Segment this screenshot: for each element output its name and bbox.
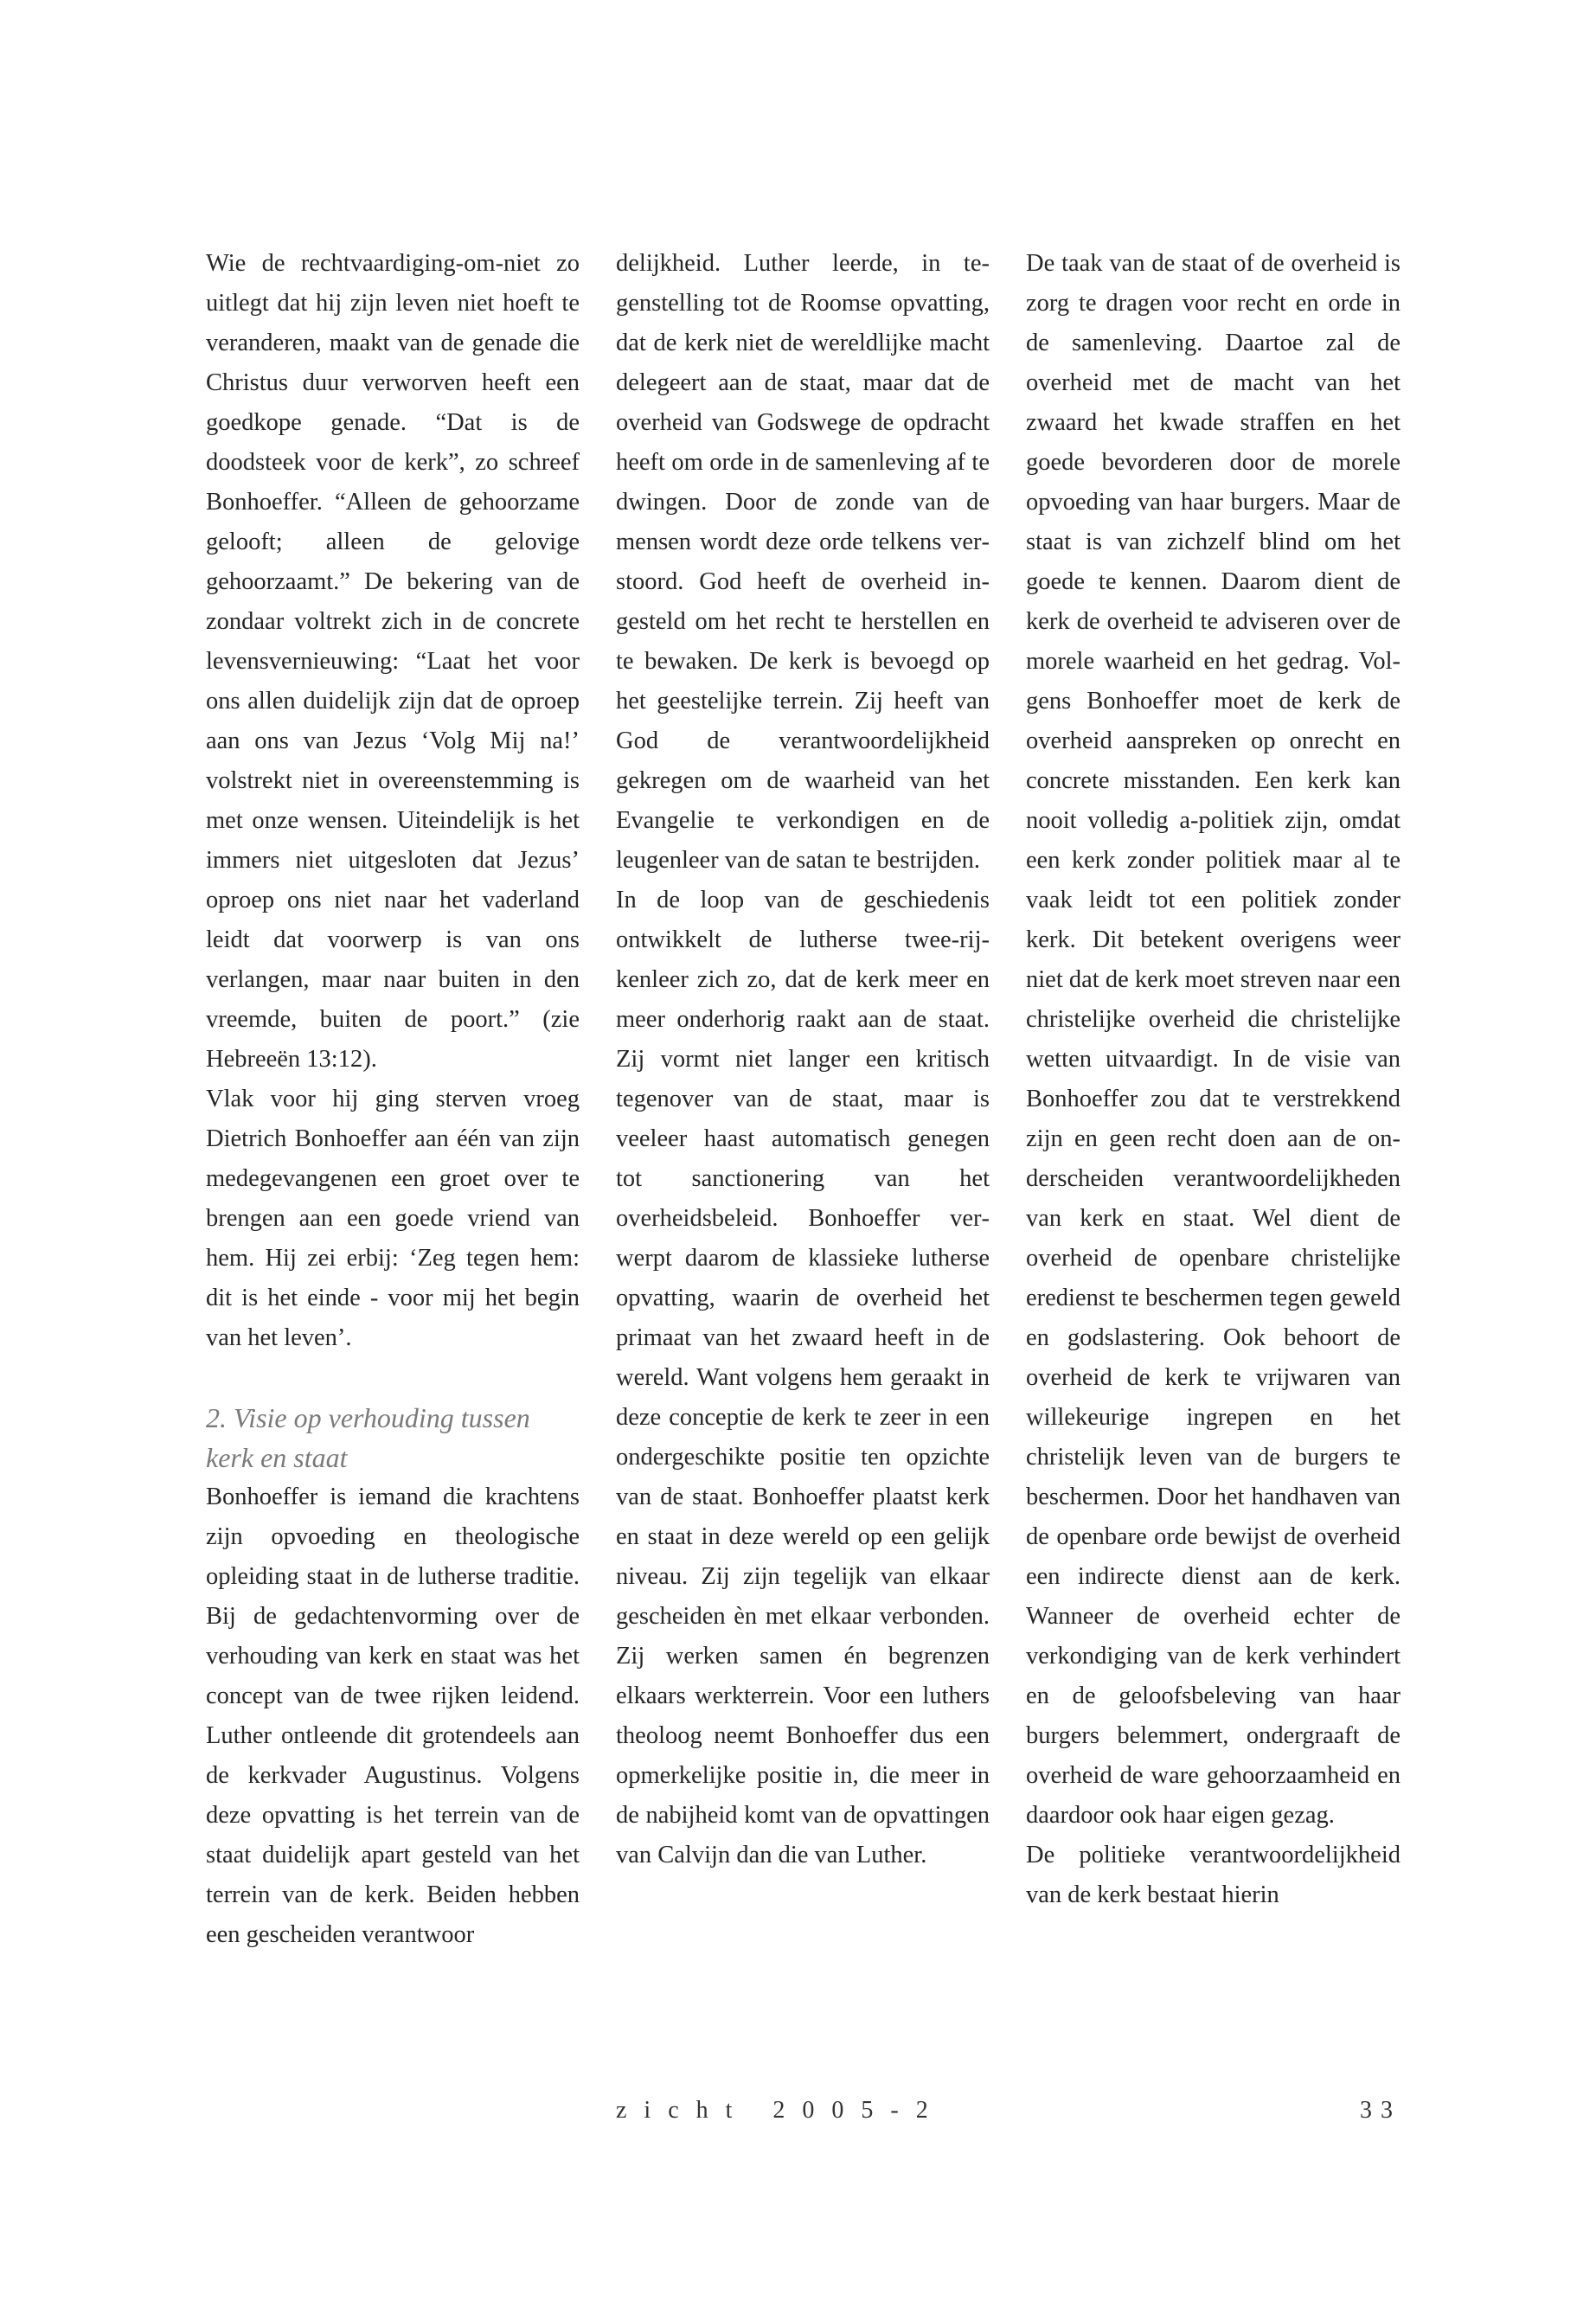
footer-journal-title: zicht 2005-2: [616, 2097, 945, 2124]
section-heading: 2. Visie op verhouding tussen kerk en staat: [206, 1402, 530, 1473]
text-column-left: [206, 244, 580, 1955]
text-column-right: [1026, 244, 1401, 1915]
paragraph: De politieke verantwoordelijkheid van de kerk bestaat hierin: [1026, 1842, 1401, 1908]
paragraph: Wie de rechtvaardiging-om-niet zo uitlegt dat hij zijn leven niet hoeft te veranderen, maakt van de genade die Christus duur verworven heeft een goedkope genade. “Dat is de doodsteek voor de kerk”, zo schreef Bonhoeffer. “Alleen de gehoorzame gelooft; alleen de gelovige gehoorzaamt.” De bekering van de zondaar voltrekt zich in de concrete levensvernieuwing: “Laat het voor ons allen duidelijk zijn dat de oproep aan ons van Jezus ‘Volg Mij na!’ volstrekt niet in overeenstemming is met onze wensen. Uiteindelijk is het immers niet uitgesloten dat Jezus’ oproep ons niet naar het vaderland leidt dat voorwerp is van ons verlangen, maar naar buiten in den vreemde, buiten de poort.” (zie Hebreeën 13:12).: [206, 250, 580, 1073]
paragraph: delijkheid. Luther leerde, in tegenstelling tot de Roomse opvatting, dat de kerk niet de wereldlijke macht delegeert aan de staat, maar dat de overheid van Godswege de opdracht heeft om orde in de samenleving af te dwingen. Door de zonde van de mensen wordt deze orde telkens verstoord. God heeft de overheid ingesteld om het recht te herstellen en te bewaken. De kerk is bevoegd op het geestelijke terrein. Zij heeft van God de verantwoordelijkheid gekregen om de waarheid van het Evangelie te verkondigen en de leugenleer van de satan te bestrijden.: [616, 250, 990, 874]
paragraph: Vlak voor hij ging sterven vroeg Dietrich Bonhoeffer aan één van zijn medegevangenen een groet over te brengen aan een goede vriend van hem. Hij zei erbij: ‘Zeg tegen hem: dit is het einde - voor mij het begin van het leven’.: [206, 1086, 580, 1351]
page-number: 33: [1360, 2097, 1401, 2124]
text-column-middle: [616, 244, 990, 1875]
paragraph: In de loop van de geschiedenis ontwikkelt de lutherse twee-rijkenleer zich zo, dat de kerk meer en meer onderhorig raakt aan de staat. Zij vormt niet langer een kritisch tegenover van de staat, maar is veeleer haast automatisch genegen tot sanctionering van het overheidsbeleid. Bonhoeffer verwerpt daarom de klassieke lutherse opvatting, waarin de overheid het primaat van het zwaard heeft in de wereld. Want volgens hem geraakt in deze conceptie de kerk te zeer in een ondergeschikte positie ten opzichte van de staat. Bonhoeffer plaatst kerk en staat in deze wereld op een gelijk niveau. Zij zijn tegelijk van elkaar gescheiden èn met elkaar verbonden. Zij werken samen én begrenzen elkaars werkterrein. Voor een luthers theoloog neemt Bonhoeffer dus een opmerkelijke positie in, die meer in de nabijheid komt van de opvattingen van Calvijn dan die van Luther.: [616, 887, 990, 1868]
paragraph: Bonhoeffer is iemand die krachtens zijn opvoeding en theologische opleiding staat in de lutherse traditie. Bij de gedachtenvorming over de verhouding van kerk en staat was het concept van de twee rijken leidend. Luther ontleende dit grotendeels aan de kerkvader Augustinus. Volgens deze opvatting is het terrein van de staat duidelijk apart gesteld van het terrein van de kerk. Beiden hebben een gescheiden verantwoor: [206, 1484, 580, 1948]
paragraph: De taak van de staat of de overheid is zorg te dragen voor recht en orde in de samenleving. Daartoe zal de overheid met de macht van het zwaard het kwade straffen en het goede bevorderen door de morele opvoeding van haar burgers. Maar de staat is van zichzelf blind om het goede te kennen. Daarom dient de kerk de overheid te adviseren over de morele waarheid en het gedrag. Volgens Bonhoeffer moet de kerk de overheid aanspreken op onrecht en concrete misstanden. Een kerk kan nooit volledig a-politiek zijn, omdat een kerk zonder politiek maar al te vaak leidt tot een politiek zonder kerk. Dit betekent overigens weer niet dat de kerk moet streven naar een christelijke overheid die christelijke wetten uitvaardigt. In de visie van Bonhoeffer zou dat te verstrekkend zijn en geen recht doen aan de onderscheiden verantwoordelijkheden van kerk en staat. Wel dient de overheid de openbare christelijke eredienst te beschermen tegen geweld en godslastering. Ook behoort de overheid de kerk te vrijwaren van willekeurige ingrepen en het christelijk leven van de burgers te beschermen. Door het handhaven van de openbare orde bewijst de overheid een indirecte dienst aan de kerk. Wanneer de overheid echter de verkondiging van de kerk verhindert en de geloofsbeleving van haar burgers belemmert, ondergraaft de overheid de ware gehoorzaamheid en daardoor ook haar eigen gezag.: [1026, 250, 1401, 1829]
